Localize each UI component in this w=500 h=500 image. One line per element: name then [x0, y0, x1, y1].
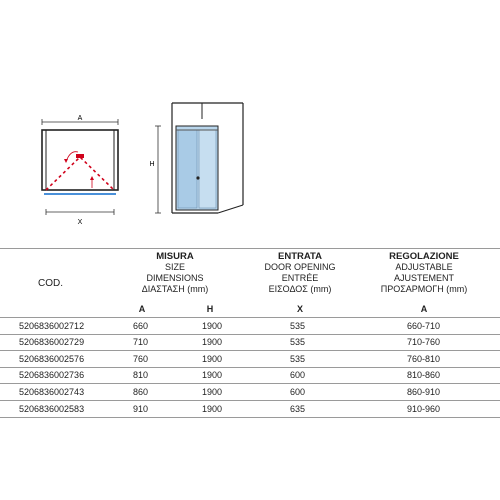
row-x: 635 [290, 404, 306, 414]
size-line-3: ΔΙΑΣΤΑΣΗ (mm) [141, 284, 209, 294]
row-a: 810 [133, 370, 149, 380]
row-rule [0, 334, 500, 335]
code-header: COD. [38, 278, 63, 289]
subheader-a: A [138, 304, 146, 314]
subheader-x: X [296, 304, 303, 314]
elevation-view [155, 103, 243, 213]
door-opening-line-3: ΕΙΣΟΔΟΣ (mm) [268, 284, 332, 294]
size-line-1: SIZE [164, 262, 185, 272]
row-adjustable: 710-760 [407, 337, 441, 347]
row-x: 535 [290, 337, 306, 347]
row-rule [0, 350, 500, 351]
row-adjustable: 660-710 [407, 321, 441, 331]
row-code: 5206836002729 [19, 337, 85, 347]
row-x: 535 [290, 354, 306, 364]
row-a: 760 [133, 354, 149, 364]
row-a: 660 [133, 321, 149, 331]
size-line-2: DIMENSIONS [146, 273, 204, 283]
row-adjustable: 910-960 [407, 404, 441, 414]
row-a: 860 [133, 387, 149, 397]
row-h: 1900 [202, 337, 223, 347]
adjustable-header [364, 251, 484, 295]
plan-view [42, 119, 118, 215]
row-x: 535 [290, 321, 306, 331]
size-title: MISURA [156, 251, 194, 262]
row-h: 1900 [202, 321, 223, 331]
row-rule [0, 383, 500, 384]
adjustable-line-2: AJUSTEMENT [393, 273, 454, 283]
header-rule [0, 317, 500, 318]
row-rule [0, 400, 500, 401]
row-code: 5206836002736 [19, 370, 85, 380]
row-code: 5206836002583 [19, 404, 85, 414]
row-h: 1900 [202, 354, 223, 364]
subheader-h: H [206, 304, 214, 314]
table-bottom-rule [0, 417, 500, 418]
row-code: 5206836002743 [19, 387, 85, 397]
door-opening-line-1: DOOR OPENING [264, 262, 336, 272]
row-rule [0, 367, 500, 368]
row-h: 1900 [202, 387, 223, 397]
adjustable-line-1: ADJUSTABLE [395, 262, 453, 272]
row-code: 5206836002576 [19, 354, 85, 364]
row-code: 5206836002712 [19, 321, 85, 331]
elevation-label-h: H [149, 161, 155, 168]
row-h: 1900 [202, 404, 223, 414]
size-header [120, 251, 230, 295]
subheader-adjustable: A [420, 304, 428, 314]
adjustable-title: REGOLAZIONE [389, 251, 459, 262]
row-h: 1900 [202, 370, 223, 380]
door-opening-line-2: ENTRÉE [281, 273, 319, 283]
plan-label-a: A [77, 115, 83, 122]
row-adjustable: 760-810 [407, 354, 441, 364]
row-a: 910 [133, 404, 149, 414]
row-a: 710 [133, 337, 149, 347]
row-x: 600 [290, 370, 306, 380]
door-opening-header [244, 251, 356, 295]
table-top-rule [0, 248, 500, 249]
row-adjustable: 860-910 [407, 387, 441, 397]
row-x: 600 [290, 387, 306, 397]
row-adjustable: 810-860 [407, 370, 441, 380]
adjustable-line-3: ΠΡΟΣΑΡΜΟΓΗ (mm) [380, 284, 468, 294]
door-opening-title: ENTRATA [278, 251, 322, 262]
plan-label-x: X [77, 219, 83, 226]
